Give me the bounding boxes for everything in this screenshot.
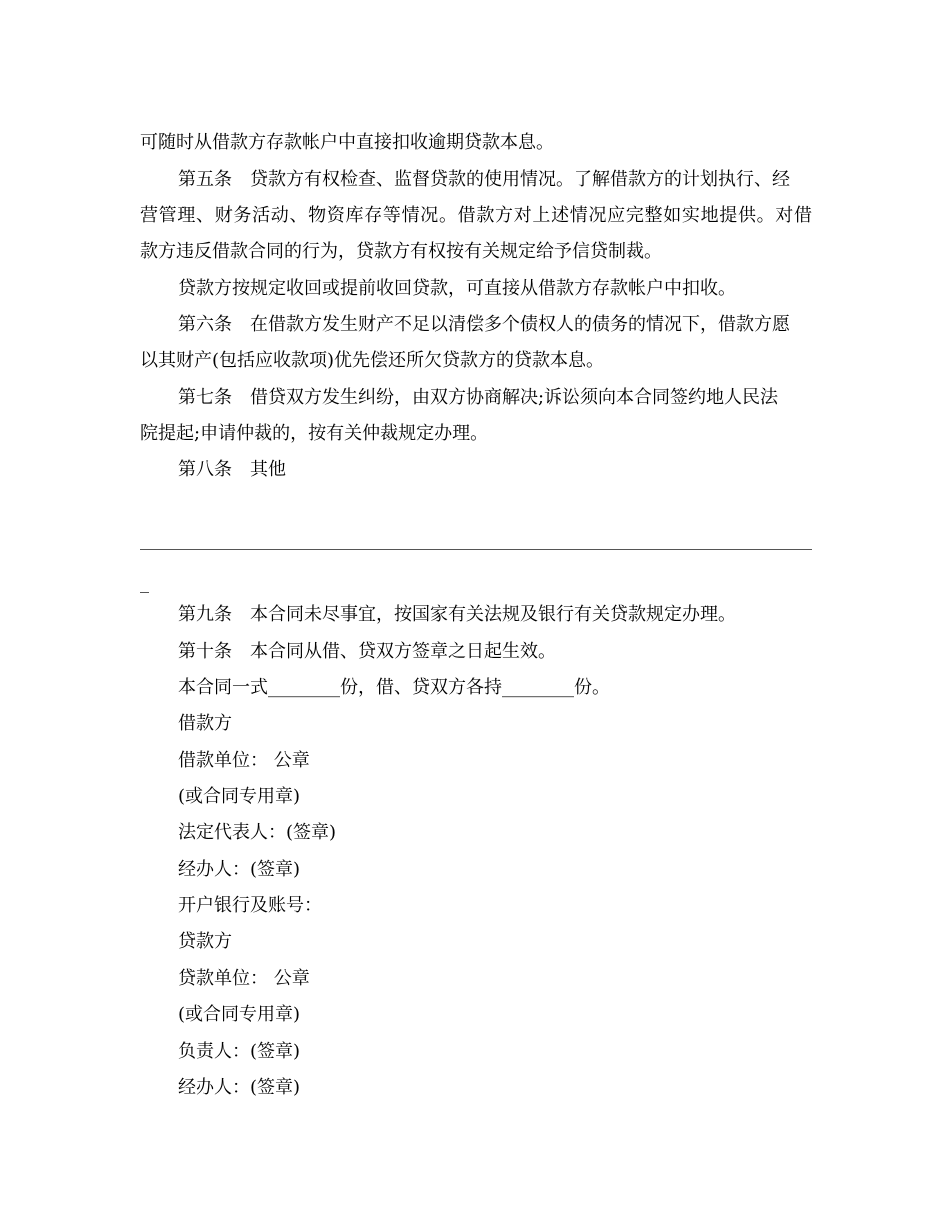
article-10: 第十条 本合同从借、贷双方签章之日起生效。 [178, 641, 556, 662]
article-5-line-1: 第五条 贷款方有权检查、监督贷款的使用情况。了解借款方的计划执行、经 [178, 169, 790, 190]
borrower-title: 借款方 [178, 713, 232, 734]
article-5-line-3: 款方违反借款合同的行为，贷款方有权按有关规定给予信贷制裁。 [140, 241, 662, 262]
fill-in-underline [140, 549, 812, 550]
article-6-line-1: 第六条 在借款方发生财产不足以清偿多个债权人的债务的情况下，借款方愿 [178, 314, 790, 335]
article-6-line-2: 以其财产(包括应收款项)优先偿还所欠贷款方的贷款本息。 [140, 350, 605, 371]
paragraph-line: 可随时从借款方存款帐户中直接扣收逾期贷款本息。 [140, 132, 554, 153]
borrower-bank-account: 开户银行及账号： [178, 895, 322, 916]
borrower-handler: 经办人：(签章) [178, 859, 301, 880]
article-7-line-2: 院提起;申请仲裁的，按有关仲裁规定办理。 [140, 423, 489, 444]
article-9: 第九条 本合同未尽事宜，按国家有关法规及银行有关贷款规定办理。 [178, 604, 736, 625]
lender-principal: 负责人：(签章) [178, 1041, 301, 1062]
copies-clause: 本合同一式________份，借、贷双方各持________份。 [178, 677, 610, 698]
article-5-line-2: 营管理、财务活动、物资库存等情况。借款方对上述情况应完整如实地提供。对借 [140, 205, 812, 226]
borrower-seal: (或合同专用章) [178, 786, 301, 807]
article-7-line-1: 第七条 借贷双方发生纠纷，由双方协商解决;诉讼须向本合同签约地人民法 [178, 387, 779, 408]
repayment-paragraph: 贷款方按规定收回或提前收回贷款，可直接从借款方存款帐户中扣收。 [178, 278, 736, 299]
lender-handler: 经办人：(签章) [178, 1077, 301, 1098]
lender-seal: (或合同专用章) [178, 1004, 301, 1025]
lender-unit: 贷款单位： 公章 [178, 968, 310, 989]
borrower-unit: 借款单位： 公章 [178, 750, 310, 771]
article-8-title: 第八条 其他 [178, 459, 286, 480]
fill-in-underline-tail [140, 592, 149, 593]
lender-title: 贷款方 [178, 931, 232, 952]
borrower-legal-rep: 法定代表人：(签章) [178, 822, 337, 843]
